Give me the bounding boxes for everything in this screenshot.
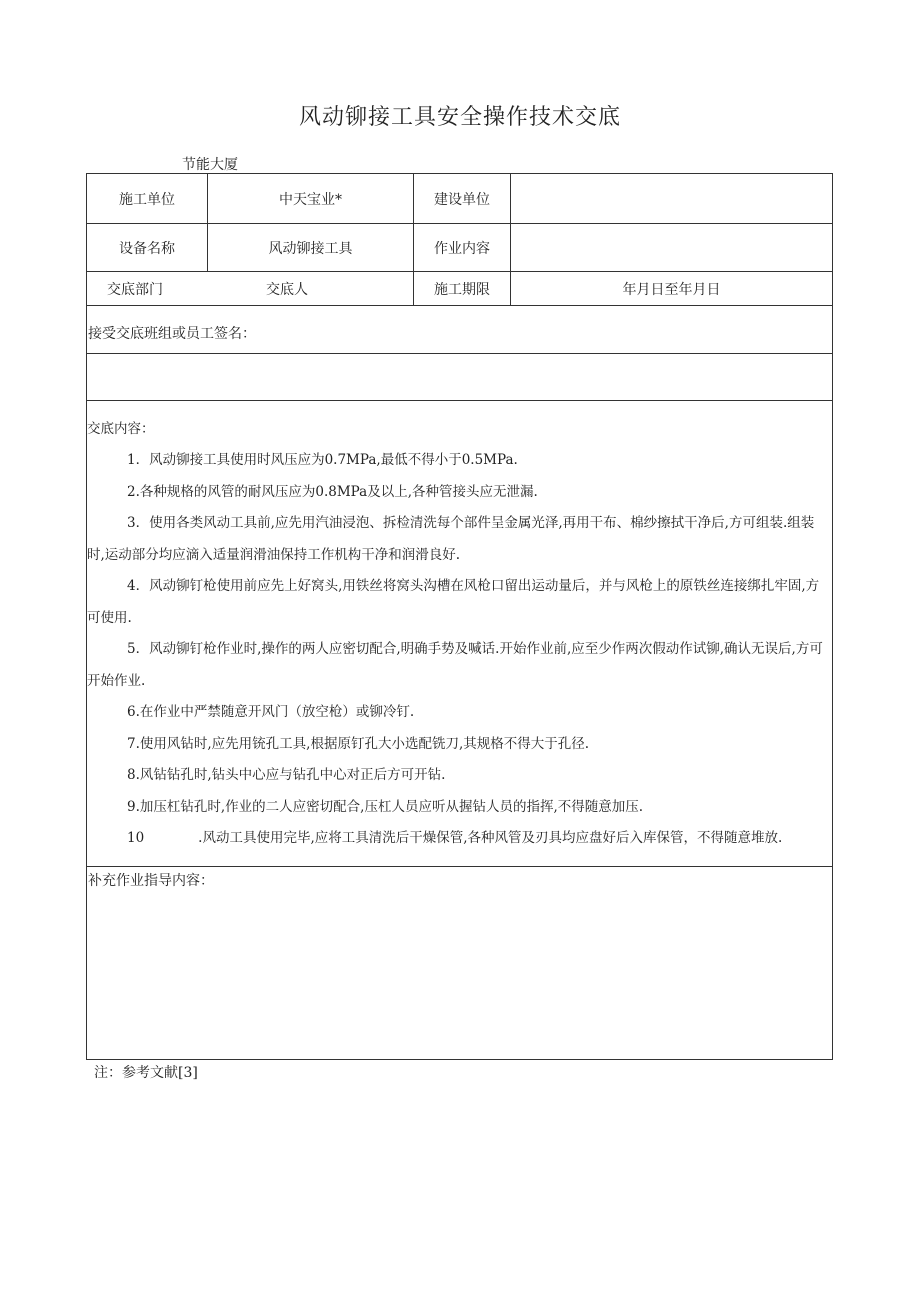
department-label: 交底部门 <box>107 281 163 298</box>
disclosure-content <box>87 414 832 855</box>
signature-label: 接受交底班组或员工签名： <box>88 326 256 342</box>
row-divider <box>87 866 832 867</box>
content-item-2: 2.各种规格的风管的耐风压应为0.8MPa及以上,各种管接头应无泄漏. <box>127 483 538 500</box>
disclosure-form <box>86 173 833 1060</box>
content-item-8: 8.风钻钻孔时,钻头中心应与钻孔中心对正后方可开钻. <box>127 767 446 783</box>
work-content-label: 作业内容 <box>434 240 490 257</box>
discloser-label: 交底人 <box>266 281 308 298</box>
content-label: 交底内容： <box>87 421 155 437</box>
reference-note: 注：参考文献[3] <box>94 1065 198 1081</box>
content-item-9: 9.加压杠钻孔时,作业的二人应密切配合,压杠人员应听从握钻人员的指挥,不得随意加压. <box>127 798 644 815</box>
row-divider <box>87 305 832 306</box>
period-value: 年月日至年月日 <box>622 281 721 298</box>
content-item-7: 7.使用风钻时,应先用铳孔工具,根据原钉孔大小选配铣刀,其规格不得大于孔径. <box>127 735 590 752</box>
content-item-6: 6.在作业中严禁随意开风门（放空枪）或铆冷钉. <box>127 704 415 720</box>
period-label: 施工期限 <box>434 281 490 298</box>
supplement-label: 补充作业指导内容： <box>88 873 214 889</box>
content-item-1: 1．风动铆接工具使用时风压应为0.7MPa,最低不得小于0.5MPa. <box>127 452 518 468</box>
construction-unit-label: 施工单位 <box>119 191 175 208</box>
owner-unit-label: 建设单位 <box>434 191 490 208</box>
content-item-5: 5．风动铆钉枪作业时,操作的两人应密切配合,明确手势及喊话.开始作业前,应至少作两次假动作试铆,确认无误后,方可开始作业. <box>87 641 823 689</box>
construction-unit-value: 中天宝业* <box>279 191 342 208</box>
project-name: 节能大厦 <box>182 157 238 173</box>
document-title: 风动铆接工具安全操作技术交底 <box>298 105 621 130</box>
owner-unit-value <box>511 174 832 223</box>
equipment-name-value: 风动铆接工具 <box>268 240 353 257</box>
row-divider <box>87 400 832 401</box>
content-item-10: 10 .风动工具使用完毕,应将工具清洗后干燥保管,各种风管及刃具均应盘好后入库保管，不得随意堆放. <box>127 830 783 846</box>
content-item-4: 4．风动铆钉枪使用前应先上好窝头,用铁丝将窝头沟槽在风枪口留出运动量后，并与风枪上的原铁丝连接绑扎牢固,方可使用. <box>87 578 820 626</box>
work-content-value <box>511 224 832 271</box>
equipment-name-label: 设备名称 <box>119 240 175 257</box>
row-divider <box>87 353 832 354</box>
content-item-3: 3．使用各类风动工具前,应先用汽油浸泡、拆检清洗每个部件呈金属光泽,再用干布、棉纱擦拭干净后,方可组装.组装时,运动部分均应滴入适量润滑油保持工作机构干净和润滑良好. <box>87 515 815 563</box>
